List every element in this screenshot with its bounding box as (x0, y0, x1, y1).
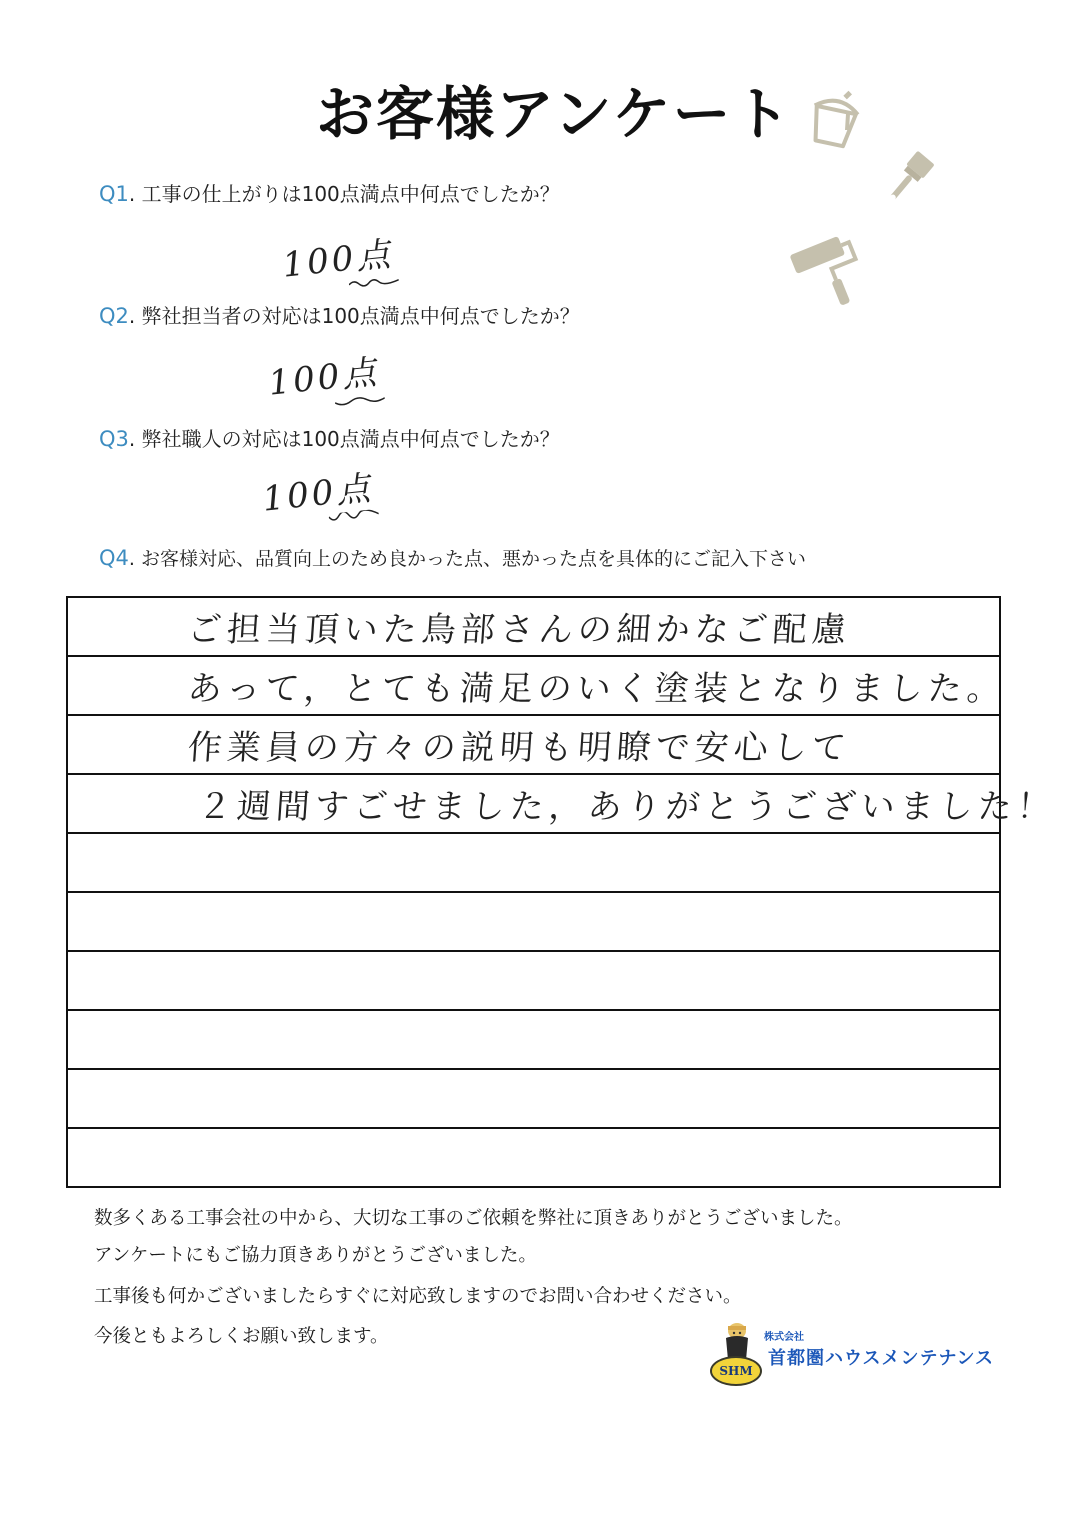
handwritten-text: あって，とても満足のいく塗装となりました。 (186, 669, 1008, 709)
footer-line-3: 工事後も何かございましたらすぐに対応致しますのでお問い合わせください。 (94, 1286, 742, 1307)
company-prefix: 株式会社 (764, 1332, 804, 1343)
comment-box[interactable] (66, 596, 1058, 1188)
question-4 (99, 544, 806, 573)
question-text: . 工事の仕上がりは100点満点中何点でしたか？ (128, 182, 560, 206)
question-number: Q1 (99, 182, 129, 206)
comment-line (68, 952, 999, 1011)
question-1 (99, 180, 560, 208)
shm-badge: SHM (710, 1356, 762, 1386)
answer-value: 100点 (266, 352, 382, 404)
question-text: . お客様対応、品質向上のため良かった点、悪かった点を具体的にご記入下さい (128, 548, 806, 570)
comment-line (68, 657, 1008, 716)
comment-line (68, 834, 999, 893)
handwritten-text: ２週間すごせました，ありがとうございました！ (196, 787, 1058, 827)
question-3 (99, 425, 560, 453)
footer-line-4: 今後ともよろしくお願い致します。 (94, 1326, 389, 1347)
handwritten-text: 作業員の方々の説明も明瞭で安心して (186, 728, 853, 768)
answer-value: 100点 (280, 234, 396, 286)
paint-bucket-icon (800, 86, 870, 156)
comment-line (68, 598, 999, 657)
comment-line (68, 1129, 999, 1188)
paint-roller-icon (790, 225, 870, 315)
footer-line-2: アンケートにもご協力頂きありがとうございました。 (94, 1245, 537, 1266)
comment-line (68, 1011, 999, 1070)
page-title: お客様アンケート (316, 80, 793, 148)
question-2 (99, 302, 580, 330)
comment-line (68, 1070, 999, 1129)
answer-1 (280, 226, 395, 286)
handwritten-text: ご担当頂いた鳥部さんの細かなご配慮 (186, 610, 853, 650)
footer-line-1: 数多くある工事会社の中から、大切な工事のご依頼を弊社に頂きありがとうございました。 (94, 1208, 853, 1229)
question-text: . 弊社担当者の対応は100点満点中何点でしたか？ (128, 304, 580, 328)
comment-line (68, 775, 1058, 834)
question-number: Q4 (99, 546, 129, 570)
company-name: 首都圏ハウスメンテナンス (768, 1348, 995, 1369)
question-text: . 弊社職人の対応は100点満点中何点でしたか？ (128, 427, 560, 451)
answer-2 (266, 344, 381, 404)
question-number: Q2 (99, 304, 129, 328)
comment-line (68, 716, 999, 775)
company-logo (706, 1322, 996, 1390)
answer-value: 100点 (260, 468, 376, 520)
answer-3 (260, 460, 375, 520)
comment-line (68, 893, 999, 952)
paint-brush-icon (870, 148, 940, 218)
question-number: Q3 (99, 427, 129, 451)
